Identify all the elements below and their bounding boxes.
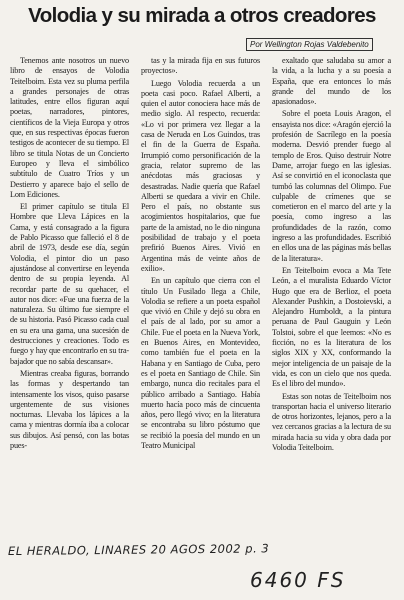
article-column-1 — [10, 56, 129, 451]
paragraph: Estas son notas de Teitelboim nos transportan hacia el universo literario de otros horizontes, lejanos, pero a la vez cercanos gracias a la lectura de su mirada hacia su vida y obra dada por Volodia Teitelboim. — [272, 391, 391, 452]
paragraph: Mientras creaba figuras, borrando las formas y despertando tan intensamente los visos, quiso pasarse urgentemente de sus visiones nocturnas. Llevaba los lápices a la cama y mientras dormía iba a colocar sus dibujos. Así pensó, con las botas pues- — [10, 368, 129, 450]
article-column-2 — [141, 56, 260, 451]
article-column-3 — [272, 56, 391, 453]
paragraph: exaltado que saludaba su amor a la vida, a la lucha y a su poesía a España, que era entonces lo más grande del mundo de los apasionados». — [272, 56, 391, 107]
handwritten-archive-code: 6460 FS — [250, 568, 346, 592]
paragraph: En un capítulo que cierra con el título Un Fusilado llega a Chile, Volodia se refiere a un poeta español que vivió en Chile y dejó su obra en el país de al lado, por su amor a Chile. Fue el poeta en la Nueva York, en Buenos Aires, en Montevideo, como también fue el poeta en la Habana y en Santiago de Cuba, pero es el poeta en Santiago de Chile. Sin embargo, nunca dio recitales para el público arribado a Santiago. Había muerto hacía poco más de cincuenta años, pero llegó vivo; en la literatura se encontraba su libro póstumo que se recibió la poesía del mundo en un Teatro Municipal — [141, 276, 260, 450]
handwritten-source-note: EL HERALDO, LINARES 20 AGOS 2002 p. 3 — [7, 541, 270, 559]
headline: Volodia y su mirada a otros creadores — [28, 4, 376, 27]
paragraph: tas y la mirada fija en sus futuros proyectos». — [141, 56, 260, 76]
paragraph: Sobre el poeta Louis Aragon, el ensayista nos dice: «Aragón ejerció la profesión de Sacrílego en la poesía moderna. Desvió prender fuego al templo de Eros. Quiso destruir Notre Dame, arrojar fuego en las iglesias. Así se convirtió en el iconoclasta que tumbó las columnas del Olimpo. Fue culpable de crímenes que se cometieron en el marco del arte y la poesía, como ingreso a las profundidades de la razón, como ingreso a las profundidades. Escribió en ellos una de las páginas más bellas de la literatura». — [272, 109, 391, 263]
paragraph: Luego Volodia recuerda a un poeta casi poco. Rafael Alberti, a quien el autor conociera hace más de medio siglo. Al respecto, recuerda: «Lo vi por primera vez llegar a la casa de Neruda en Los Guindos, tras el fin de la Guerra de España. Irrumpió como personificación de la gracia, relator supremo de las anécdotas más graciosas y desastradas. Nadie quería que Rafael Alberti se quedara a vivir en Chile. Pero el país, no obstante sus acogimientos hospitalarios, que fue parte de la amistad, no le dio ninguna posibilidad de trabajo y el poeta prefirió Buenos Aires. Vivió en Argentina más de veinte años de exilio». — [141, 78, 260, 273]
paragraph: En Teitelboim evoca a Ma Tete León, a el muralista Eduardo Víctor Hugo que era de Berlioz, el poeta Alexander Pushkin, a Dostoievski, a Alejandro Humboldt, a la pintura peruana de Paul Gauguin y León Tolstoi, sobre el que leemos: «No es ficción, no es la literatura de los siglos XIX y XX, conformando la mejor inteligencia de un paisaje de la vida, es con un cielo que nos queda. Es el libro del mundo». — [272, 265, 391, 389]
paragraph: Tenemos ante nosotros un nuevo libro de ensayos de Volodia Teitelboim. Esta vez su pluma perfila a grandes personajes de otras latitudes, entre ellos figuran aquí poetas, narradores, pintores, científicos de la Vieja Europa y otros que, en sus respectivas épocas fueron testigos de acontecer de su tiempo. El libro se titula Notas de un Concierto Europeo y lleva el simbólico subtítulo de Cuatro Tríos y un Destierro y aparece bajo el sello de Lom Ediciones. — [10, 56, 129, 199]
byline: Por Wellington Rojas Valdebenito — [246, 38, 373, 51]
paragraph: El primer capítulo se titula El Hombre que Lleva Lápices en la Cama, y está consagrado a la figura de Pablo Picasso que falleció el 8 de abril de 1973, desde ese día, según Volodia, el pintor dio un paso ajustándose al convertirse en leyenda dentro de su propia leyenda. Al recordar parte de su quehacer, el autor nos dice: «Fue una fuerza de la naturaleza. Su último fue siempre el de su historia. Pasó Picasso cada cual en su era una gama, una sucesión de destrucciones y creaciones. Todo es fuego y hay que encontrarlo en su tra-bajador que no sabía descansar». — [10, 202, 129, 366]
